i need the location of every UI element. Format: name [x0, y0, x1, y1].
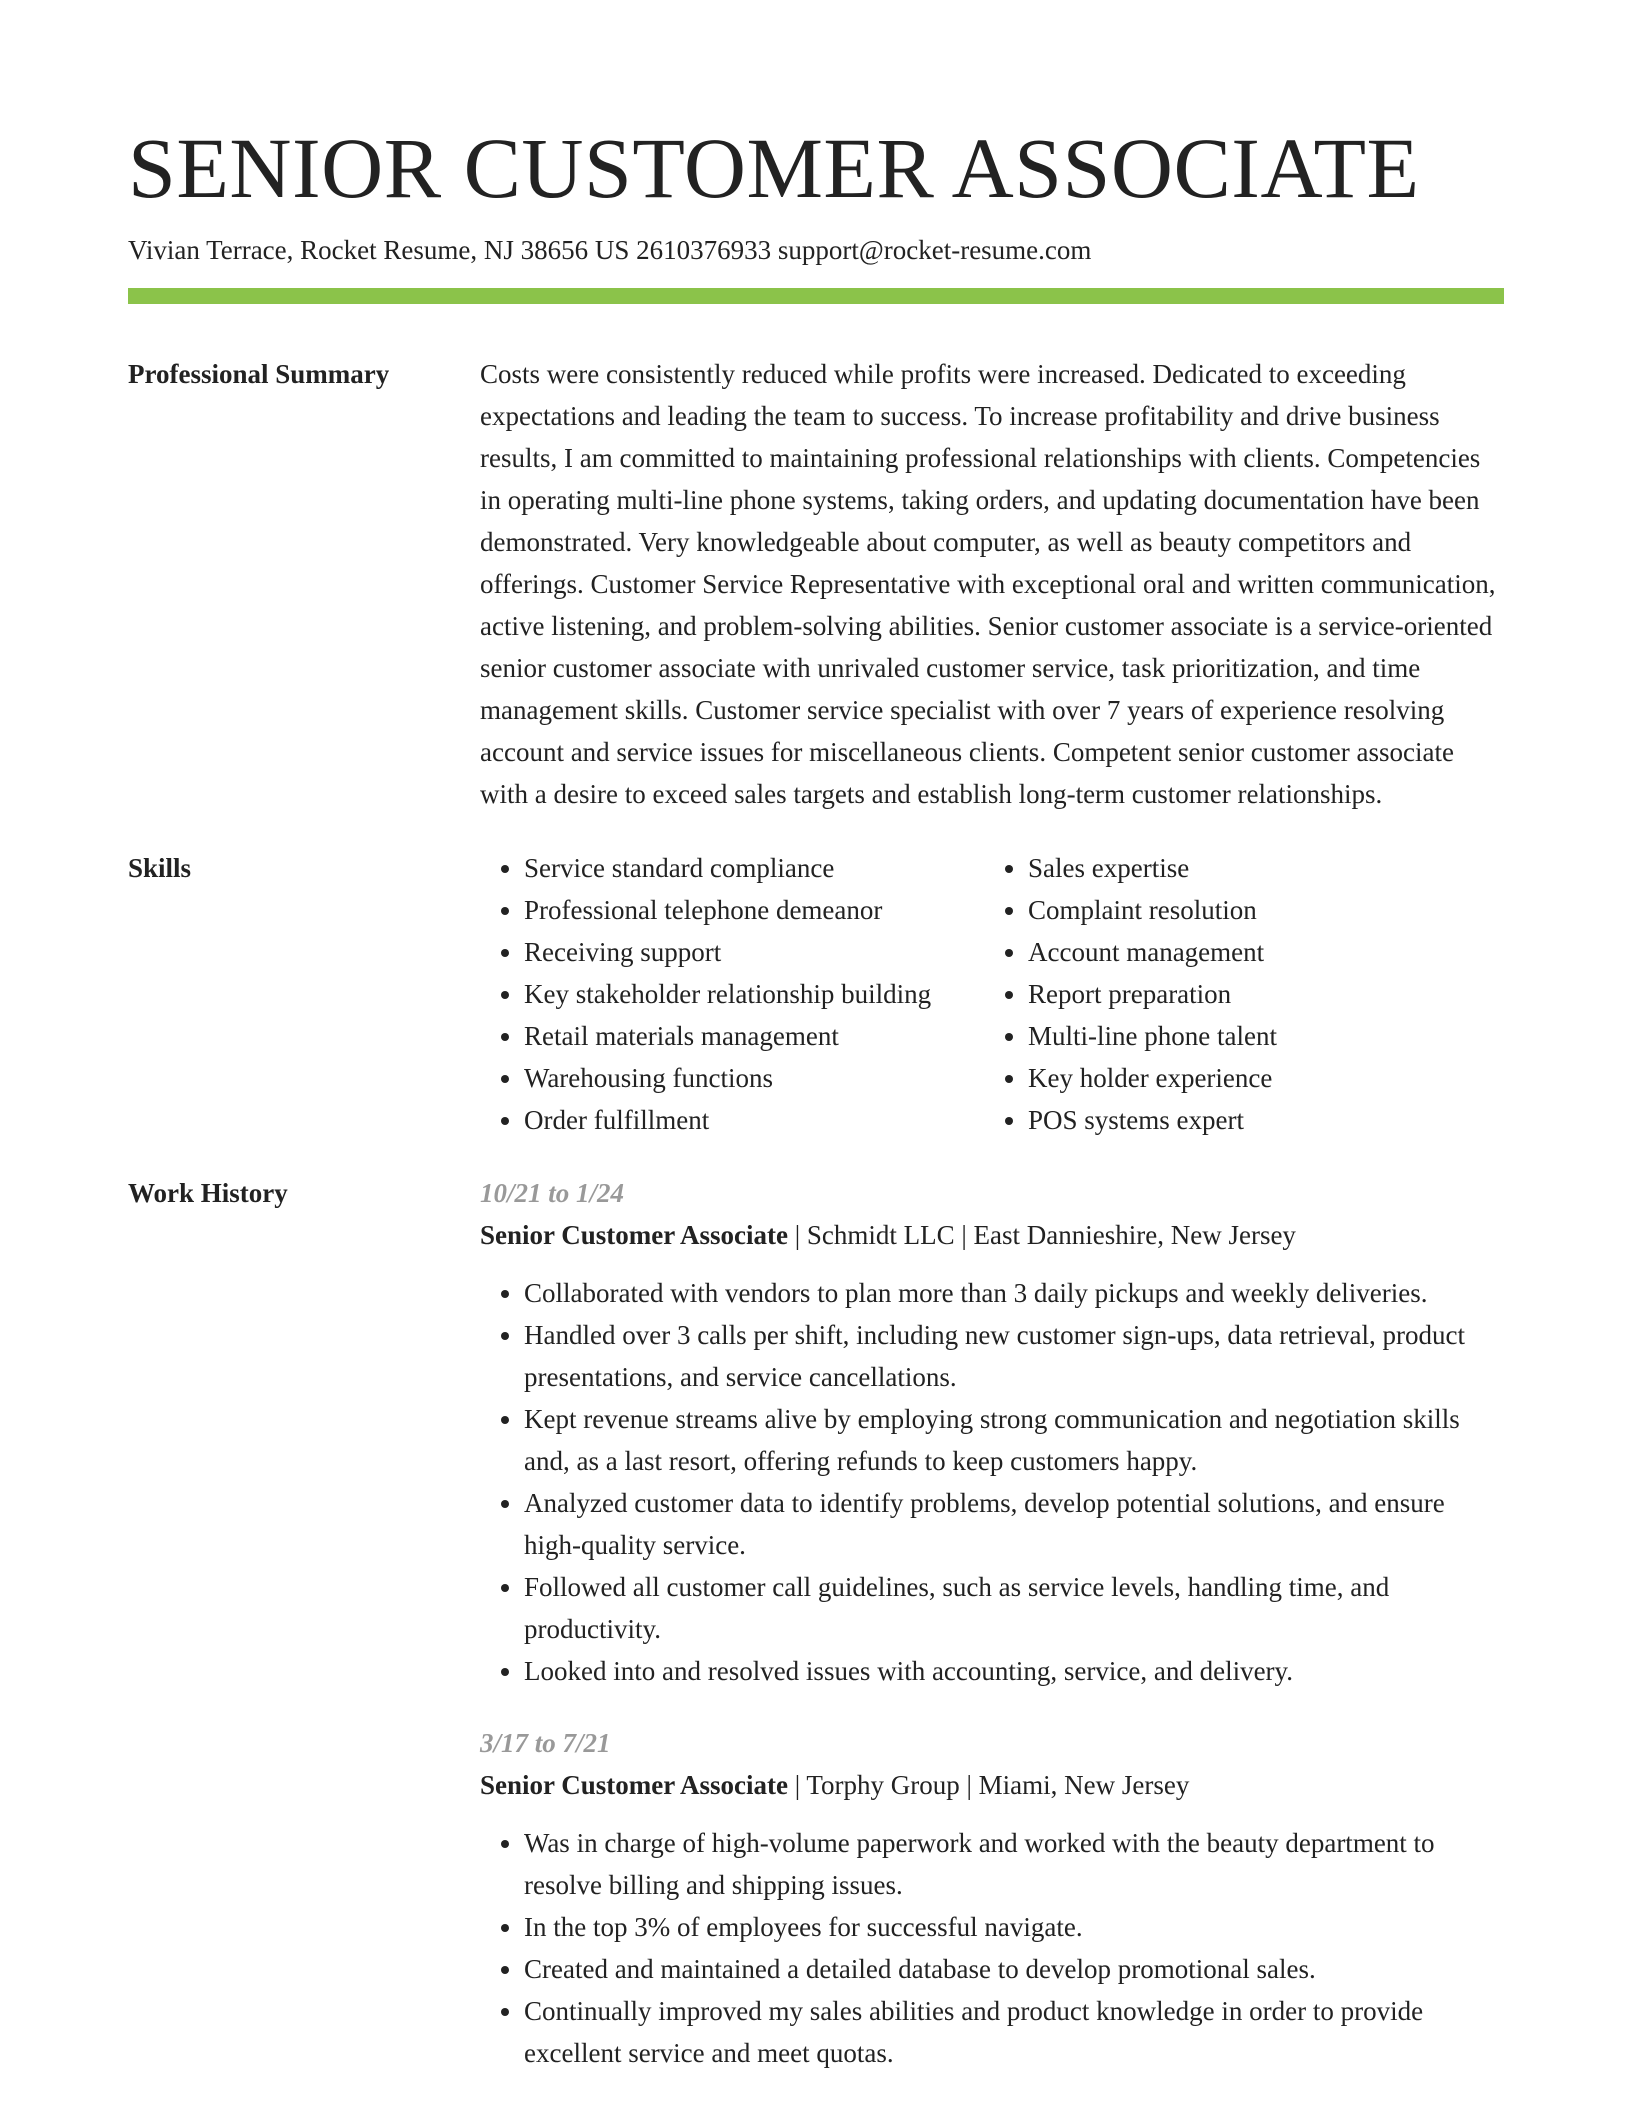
job-title: Senior Customer Associate — [480, 1220, 788, 1250]
candidate-title: SENIOR CUSTOMER ASSOCIATE — [128, 120, 1420, 216]
job-bullet: • Analyzed customer data to identify problems, develop potential solutions, and ensure high-quality service. — [524, 1482, 1504, 1566]
job-dates: 3/17 to 7/21 — [480, 1728, 611, 1758]
skill-item: • Report preparation — [1028, 973, 1277, 1015]
job-bullets — [480, 1822, 1504, 2074]
skills-column-left — [480, 847, 984, 1141]
skill-item: • Order fulfillment — [524, 1099, 984, 1141]
job-heading — [480, 1214, 1504, 1256]
job-bullet: • Continually improved my sales abilities and product knowledge in order to provide excellent service and meet quotas. — [524, 1990, 1504, 2074]
job-employer-location: | Torphy Group | Miami, New Jersey — [787, 1770, 1190, 1800]
skill-item: • Professional telephone demeanor — [524, 889, 984, 931]
job-title: Senior Customer Associate — [480, 1770, 788, 1800]
section-label-work: Work History — [128, 1178, 288, 1208]
skills-section — [128, 847, 1504, 1141]
job-bullet: • Handled over 3 calls per shift, including new customer sign-ups, data retrieval, product presentations, and service cancellations. — [524, 1314, 1504, 1398]
skill-item: • Receiving support — [524, 931, 984, 973]
skill-item: • Service standard compliance — [524, 847, 984, 889]
work-history-section — [128, 1172, 1504, 2074]
skill-item: • Multi-line phone talent — [1028, 1015, 1277, 1057]
skill-item: • Key holder experience — [1028, 1057, 1277, 1099]
resume-header — [128, 118, 1504, 304]
job-heading — [480, 1764, 1504, 1806]
job-bullets — [480, 1272, 1504, 1692]
skills-list — [480, 847, 1504, 1141]
skill-item: • Warehousing functions — [524, 1057, 984, 1099]
section-label-skills: Skills — [128, 853, 192, 883]
job-bullet: • Looked into and resolved issues with accounting, service, and delivery. — [524, 1650, 1504, 1692]
job-bullet: • Was in charge of high-volume paperwork and worked with the beauty department to resolve billing and shipping issues. — [524, 1822, 1504, 1906]
skill-item: • Retail materials management — [524, 1015, 984, 1057]
skill-item: • Key stakeholder relationship building — [524, 973, 984, 1015]
skill-item: • Sales expertise — [1028, 847, 1277, 889]
skill-item: • Account management — [1028, 931, 1277, 973]
skills-column-right — [984, 847, 1277, 1141]
job-bullet: • Collaborated with vendors to plan more than 3 daily pickups and weekly deliveries. — [524, 1272, 1504, 1314]
job-entry — [480, 1172, 1504, 1692]
header-divider — [128, 288, 1504, 304]
contact-line: Vivian Terrace, Rocket Resume, NJ 38656 US 2610376933 support@rocket-resume.com — [128, 235, 1092, 265]
job-bullet: • Created and maintained a detailed database to develop promotional sales. — [524, 1948, 1504, 1990]
job-dates: 10/21 to 1/24 — [480, 1178, 625, 1208]
professional-summary-section — [128, 353, 1504, 815]
job-bullet: • In the top 3% of employees for successful navigate. — [524, 1906, 1504, 1948]
job-bullet: • Kept revenue streams alive by employing strong communication and negotiation skills and, as a last resort, offering refunds to keep customers happy. — [524, 1398, 1504, 1482]
section-label-summary: Professional Summary — [128, 359, 390, 389]
job-entry — [480, 1722, 1504, 2074]
job-employer-location: | Schmidt LLC | East Dannieshire, New Jersey — [787, 1220, 1296, 1250]
skill-item: • Complaint resolution — [1028, 889, 1277, 931]
work-history-list — [480, 1172, 1504, 2074]
summary-text: Costs were consistently reduced while profits were increased. Dedicated to exceeding expectations and leading the team to success. To increase profitability and drive business results, I am committed to maintaining professional relationships with clients. Competencies in operating multi-line phone systems, taking orders, and updating documentation have been demonstrated. Very knowledgeable about computer, as well as beauty competitors and offerings. Customer Service Representative with exceptional oral and written communication, active listening, and problem-solving abilities. Senior customer associate is a service-oriented senior customer associate with unrivaled customer service, task prioritization, and time management skills. Customer service specialist with over 7 years of experience resolving account and service issues for miscellaneous clients. Competent senior customer associate with a desire to exceed sales targets and establish long-term customer relationships. — [480, 359, 1496, 809]
job-bullet: • Followed all customer call guidelines, such as service levels, handling time, and productivity. — [524, 1566, 1504, 1650]
skill-item: • POS systems expert — [1028, 1099, 1277, 1141]
